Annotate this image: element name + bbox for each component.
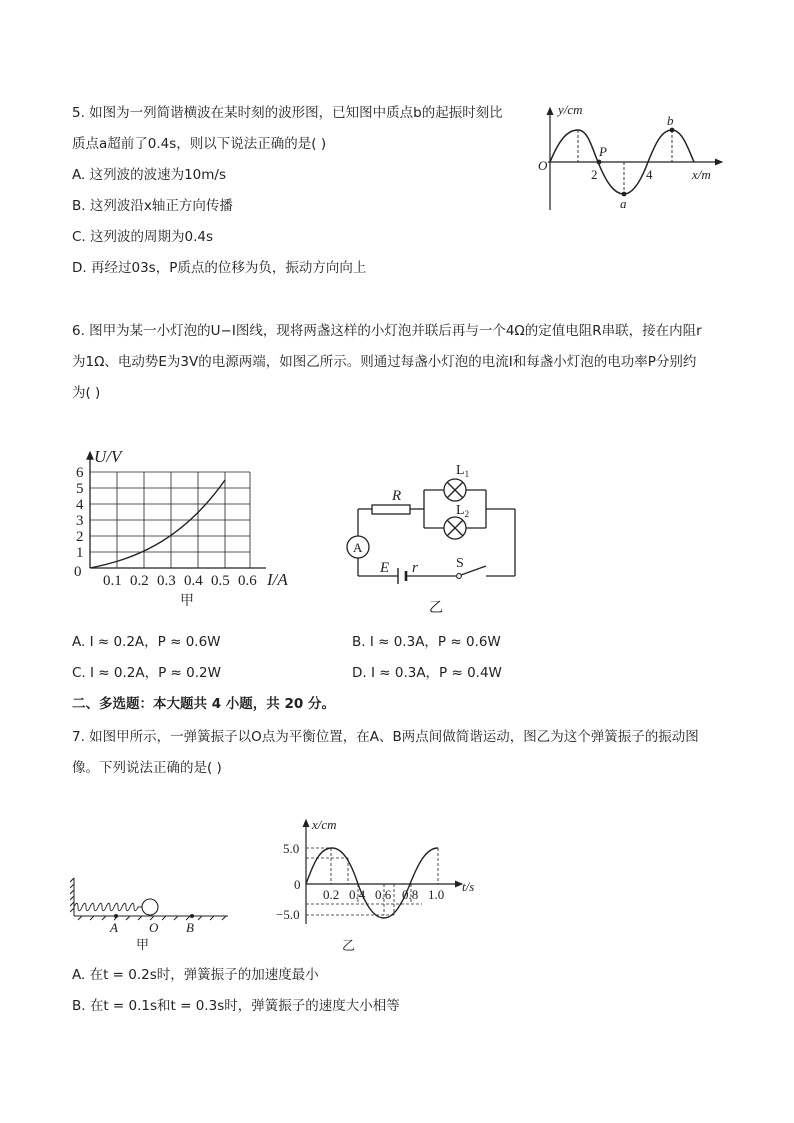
q6-stem-line1: 6. 图甲为某一小灯泡的U−I图线，现将两盏这样的小灯泡并联后再与一个4Ω的定值电阻R串联，接在内阻r xyxy=(72,323,702,339)
q5-point-p xyxy=(597,160,602,165)
q5-label-p: P xyxy=(599,144,607,159)
q6-y-label: U/V xyxy=(94,447,122,466)
spring-coil xyxy=(74,903,142,911)
spring-label-o: O xyxy=(149,920,159,935)
q7-x-tick-1.0: 1.0 xyxy=(428,887,445,902)
q6-y-tick-5: 5 xyxy=(76,481,84,497)
section-heading-multi-choice: 二、多选题：本大题共 4 小题，共 20 分。 xyxy=(72,696,335,712)
spring-point-b xyxy=(190,914,194,918)
spring-point-a xyxy=(114,914,118,918)
circuit-label-e: E xyxy=(380,560,390,576)
q7-y-tick-0: 0 xyxy=(294,877,301,892)
q5-option-b: B. 这列波沿x轴正方向传播 xyxy=(72,198,233,214)
q6-option-a: A. I ≈ 0.2A，P ≈ 0.6W xyxy=(72,634,221,650)
q5-x-label: x/m xyxy=(692,167,711,182)
spring-label-b: B xyxy=(186,920,194,935)
q6-y-tick-2: 2 xyxy=(76,529,84,545)
q5-tick-2: 2 xyxy=(591,167,598,182)
q7-y-tick-neg5: −5.0 xyxy=(276,907,300,922)
q7-vibration-curve xyxy=(306,848,438,918)
q7-x-tick-0.2: 0.2 xyxy=(323,887,340,902)
battery xyxy=(398,568,406,584)
resistor-r xyxy=(372,505,410,514)
q7-vibration-graph xyxy=(276,812,486,956)
q5-origin: O xyxy=(538,158,548,173)
q5-stem-line1: 5. 如图为一列简谐横波在某时刻的波形图，已知图中质点b的起振时刻比 xyxy=(72,105,503,121)
q5-label-a: a xyxy=(620,196,627,211)
q6-caption-yi: 乙 xyxy=(429,600,443,616)
q6-circuit xyxy=(340,456,540,620)
q6-x-label: I/A xyxy=(267,570,288,589)
q7-y-tick-5: 5.0 xyxy=(283,841,300,856)
q6-grid xyxy=(90,472,250,568)
q7-x-tick-0.8: 0.8 xyxy=(402,887,419,902)
q6-y-tick-0: 0 xyxy=(74,564,82,580)
q6-x-tick-0.4: 0.4 xyxy=(184,573,203,589)
q6-option-b: B. I ≈ 0.3A，P ≈ 0.6W xyxy=(352,634,501,650)
q7-spring-figure xyxy=(70,870,235,956)
q6-stem-line2: 为1Ω、电动势E为3V的电源两端，如图乙所示。则通过每盏小灯泡的电流I和每盏小灯泡的电功率P分别约 xyxy=(72,354,697,370)
oscillator-ball xyxy=(142,899,158,915)
q7-x-tick-0.4: 0.4 xyxy=(349,887,366,902)
q7-option-a: A. 在t = 0.2s时，弹簧振子的加速度最小 xyxy=(72,967,319,983)
circuit-label-l2: $L_2$ xyxy=(456,503,470,519)
q6-y-tick-6: 6 xyxy=(76,465,84,481)
circuit-label-r-internal: r xyxy=(412,560,418,576)
q6-x-tick-0.5: 0.5 xyxy=(211,573,230,589)
q5-y-label: y/cm xyxy=(558,102,583,117)
q7-y-label: x/cm xyxy=(312,817,337,832)
q6-y-tick-4: 4 xyxy=(76,497,84,513)
switch-s xyxy=(457,574,462,579)
q6-ui-graph xyxy=(70,442,310,614)
q6-stem-line3: 为( ) xyxy=(72,385,101,401)
q7-stem-line1: 7. 如图甲所示，一弹簧振子以O点为平衡位置，在A、B两点间做简谐运动，图乙为这个弹簧振子的振动图 xyxy=(72,729,699,745)
q6-x-tick-0.1: 0.1 xyxy=(103,573,122,589)
q6-caption-jia: 甲 xyxy=(180,593,194,609)
q5-option-c: C. 这列波的周期为0.4s xyxy=(72,229,214,245)
circuit-label-r: R xyxy=(392,488,402,504)
q7-caption-jia: 甲 xyxy=(136,938,150,953)
q6-x-tick-0.6: 0.6 xyxy=(238,573,257,589)
spring-label-a: A xyxy=(110,920,118,935)
q6-x-tick-0.3: 0.3 xyxy=(157,573,176,589)
q5-point-b xyxy=(670,128,675,133)
lamp-l1 xyxy=(444,479,466,501)
lamp-l2 xyxy=(444,517,466,539)
circuit-label-l1: $L_1$ xyxy=(456,463,470,479)
circuit-label-ammeter: A xyxy=(353,540,363,555)
q6-x-tick-0.2: 0.2 xyxy=(130,573,149,589)
q7-stem-line2: 像。下列说法正确的是( ) xyxy=(72,760,222,776)
q6-option-c: C. I ≈ 0.2A，P ≈ 0.2W xyxy=(72,665,221,681)
q6-ui-curve xyxy=(90,480,225,568)
q7-caption-yi: 乙 xyxy=(342,939,356,954)
q5-stem-line2: 质点a超前了0.4s，则以下说法正确的是( ) xyxy=(72,136,327,152)
q5-label-b: b xyxy=(667,113,674,128)
circuit-label-s: S xyxy=(456,556,464,571)
q5-tick-4: 4 xyxy=(646,167,653,182)
q7-x-label: t/s xyxy=(462,879,475,894)
q5-wave-figure xyxy=(530,98,730,214)
q6-y-tick-3: 3 xyxy=(76,513,84,529)
q5-option-a: A. 这列波的波速为10m/s xyxy=(72,167,226,183)
q6-option-d: D. I ≈ 0.3A，P ≈ 0.4W xyxy=(352,665,502,681)
q5-option-d: D. 再经过03s，P质点的位移为负，振动方向向上 xyxy=(72,260,367,276)
q6-y-tick-1: 1 xyxy=(76,545,84,561)
q7-x-tick-0.6: 0.6 xyxy=(375,887,392,902)
q7-option-b: B. 在t = 0.1s和t = 0.3s时，弹簧振子的速度大小相等 xyxy=(72,998,400,1014)
